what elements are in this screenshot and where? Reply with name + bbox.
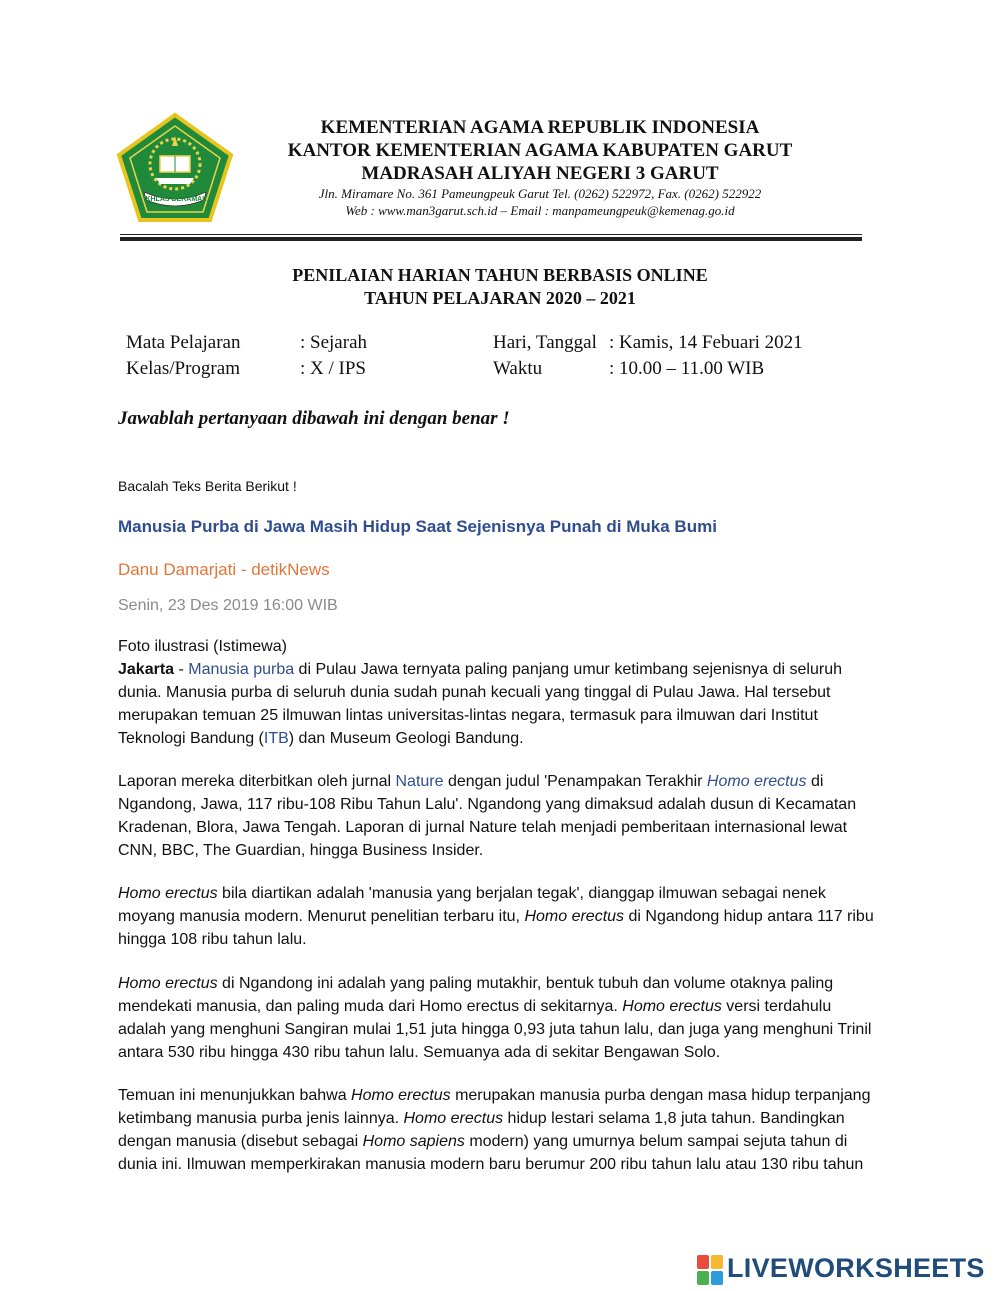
- article-paragraph-1: Foto ilustrasi (Istimewa) Jakarta - Manusia purba di Pulau Jawa ternyata paling panjang umur ketimbang sejenisnya di seluruh dunia. Manusia purba di seluruh dunia sudah punah kecuali yang tinggal di Pulau Jawa. Hal tersebut merupakan temuan 25 ilmuwan lintas universitas-lintas negara, termasuk para ilmuwan dari Institut Teknologi Bandung (ITB) dan Museum Geologi Bandung.: [118, 635, 878, 750]
- header-ministry: KEMENTERIAN AGAMA REPUBLIK INDONESIA: [320, 117, 760, 138]
- instruction: Jawablah pertanyaan dibawah ini dengan benar !: [118, 408, 510, 429]
- liveworksheets-watermark: LIVEWORKSHEETS: [727, 1253, 985, 1283]
- svg-text:IKHLAS BERAMAL: IKHLAS BERAMAL: [143, 196, 207, 203]
- photo-caption: Foto ilustrasi (Istimewa): [118, 638, 287, 655]
- class-value: : X / IPS: [300, 358, 366, 379]
- article-paragraph-3: Homo erectus bila diartikan adalah 'manusia yang berjalan tegak', dianggap ilmuwan sebagai nenek moyang manusia modern. Menurut penelitian terbaru itu, Homo erectus di Ngandong hidup antara 117 ribu hingga 108 ribu tahun lalu.: [118, 885, 874, 948]
- link-manusia-purba[interactable]: Manusia purba: [188, 661, 295, 678]
- article-date: Senin, 23 Des 2019 16:00 WIB: [118, 597, 338, 614]
- link-itb[interactable]: ITB: [263, 730, 289, 747]
- article-paragraph-2: Laporan mereka diterbitkan oleh jurnal Nature dengan judul 'Penampakan Terakhir Homo erectus di Ngandong, Jawa, 117 ribu-108 Ribu Tahun Lalu'. Ngandong yang dimaksud adalah dusun di Kecamatan Kradenan, Blora, Jawa Tengah. Laporan di jurnal Nature telah menjadi pemberitaan internasional lewat CNN, BBC, The Guardian, hingga Business Insider.: [118, 773, 857, 859]
- article-paragraph-5: Temuan ini menunjukkan bahwa Homo erectus merupakan manusia purba dengan masa hidup terpanjang ketimbang manusia purba jenis lainnya. Homo erectus hidup lestari selama 1,8 juta tahun. Bandingkan dengan manusia (disebut sebagai Homo sapiens modern) yang umurnya belum sampai sejuta tahun di dunia ini. Ilmuwan memperkirakan manusia modern baru berumur 200 ribu tahun lalu atau 130 ribu tahun: [118, 1087, 871, 1173]
- subject-value: : Sejarah: [300, 332, 368, 353]
- liveworksheets-logo-icon: [697, 1255, 723, 1285]
- link-nature[interactable]: Nature: [395, 773, 444, 790]
- header-divider-thick: [120, 237, 862, 241]
- exam-title: PENILAIAN HARIAN TAHUN BERBASIS ONLINE: [292, 265, 708, 285]
- link-homo-erectus[interactable]: Homo erectus: [706, 773, 807, 790]
- time-value: : 10.00 – 11.00 WIB: [609, 358, 765, 379]
- day-label: Hari, Tanggal: [493, 332, 597, 353]
- exam-year: TAHUN PELAJARAN 2020 – 2021: [364, 288, 636, 308]
- header-address: Jln. Miramare No. 361 Pameungpeuk Garut Tel. (0262) 522972, Fax. (0262) 522922: [318, 186, 762, 201]
- article-paragraph-4: Homo erectus di Ngandong ini adalah yang paling mutakhir, bentuk tubuh dan volume otaknya paling mendekati manusia, dan paling muda dari Homo erectus di sekitarnya. Homo erectus versi terdahulu adalah yang menghuni Sangiran mulai 1,51 juta hingga 0,93 juta tahun lalu, dan juga yang menghuni Trinil antara 530 ribu hingga 430 ribu tahun lalu. Semuanya ada di sekitar Bengawan Solo.: [118, 975, 872, 1061]
- article-byline: Danu Damarjati - detikNews: [118, 560, 330, 579]
- kemenag-logo: [116, 112, 234, 224]
- time-label: Waktu: [493, 358, 543, 379]
- article-city: Jakarta: [118, 661, 175, 678]
- day-value: : Kamis, 14 Febuari 2021: [609, 332, 803, 353]
- article-headline: Manusia Purba di Jawa Masih Hidup Saat Sejenisnya Punah di Muka Bumi: [118, 517, 717, 536]
- header-school: MADRASAH ALIYAH NEGERI 3 GARUT: [361, 163, 719, 184]
- header-divider-thin: [120, 234, 862, 235]
- read-instruction: Bacalah Teks Berita Berikut !: [118, 478, 297, 494]
- header-office: KANTOR KEMENTERIAN AGAMA KABUPATEN GARUT: [287, 140, 793, 161]
- subject-label: Mata Pelajaran: [126, 332, 241, 353]
- header-web: Web : www.man3garut.sch.id – Email : manpameungpeuk@kemenag.go.id: [345, 203, 735, 218]
- class-label: Kelas/Program: [126, 358, 240, 379]
